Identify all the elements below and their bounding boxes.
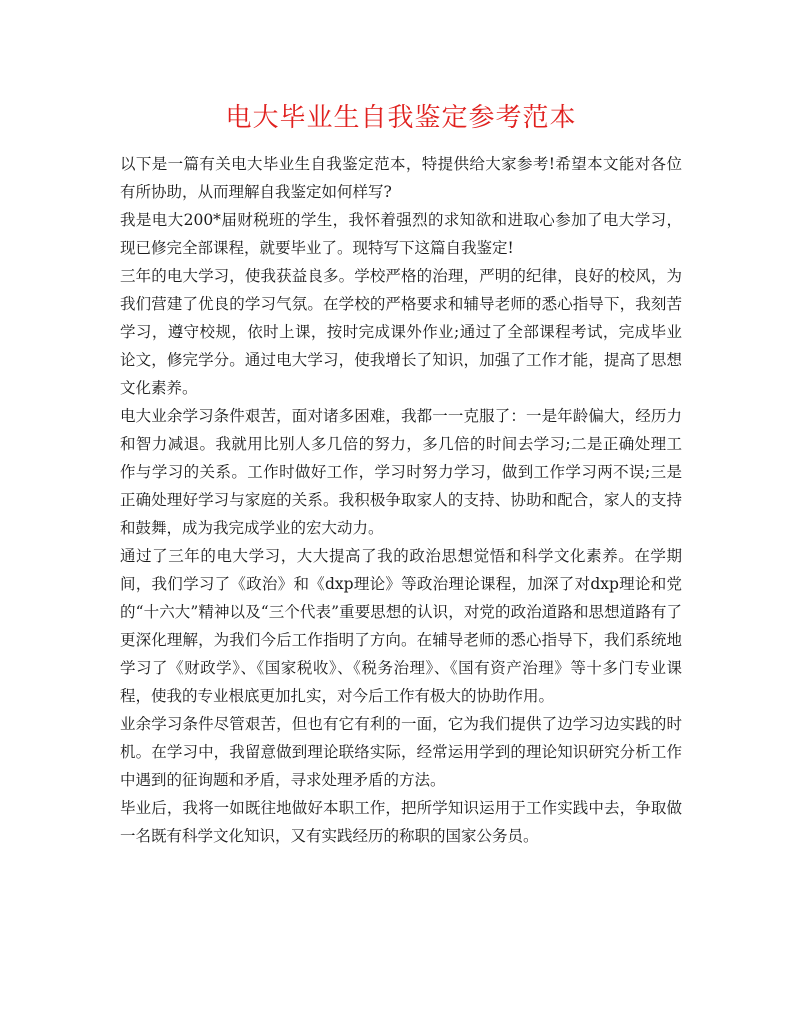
paragraph-self-introduction: 我是电大200*届财税班的学生，我怀着强烈的求知欲和进取心参加了电大学习，现已修完全部课程，就要毕业了。现特写下这篇自我鉴定!	[120, 211, 682, 257]
paragraph-future-plan: 毕业后，我将一如既往地做好本职工作，把所学知识运用于工作实践中去，争取做一名既有科学文化知识，又有实践经历的称职的国家公务员。	[120, 799, 682, 845]
paragraph-study-gains: 三年的电大学习，使我获益良多。学校严格的治理，严明的纪律，良好的校风，为我们营建了优良的学习气氛。在学校的严格要求和辅导老师的悉心指导下，我刻苦学习，遵守校规，依时上课，按时完成课外作业;通过了全部课程考试，完成毕业论文，修完学分。通过电大学习，使我增长了知识，加强了工作才能，提高了思想文化素养。	[120, 267, 682, 397]
paragraph-intro: 以下是一篇有关电大毕业生自我鉴定范本，特提供给大家参考!希望本文能对各位有所协助，从而理解自我鉴定如何样写?	[120, 155, 682, 201]
paragraph-political-and-professional-study: 通过了三年的电大学习，大大提高了我的政治思想觉悟和科学文化素养。在学期间，我们学习了《政治》和《dxp理论》等政治理论课程，加深了对dxp理论和党的“十六大”精神以及“三个代表”重要思想的认识，对党的政治道路和思想道路有了更深化理解，为我们今后工作指明了方向。在辅导老师的悉心指导下，我们系统地学习了《财政学》、《国家税收》、《税务治理》、《国有资产治理》等十多门专业课程，使我的专业根底更加扎实，对今后工作有极大的协助作用。	[120, 547, 682, 705]
paragraph-overcoming-difficulties: 电大业余学习条件艰苦，面对诸多困难，我都一一克服了：一是年龄偏大，经历力和智力减退。我就用比别人多几倍的努力，多几倍的时间去学习;二是正确处理工作与学习的关系。工作时做好工作，学习时努力学习，做到工作学习两不误;三是正确处理好学习与家庭的关系。我积极争取家人的支持、协助和配合，家人的支持和鼓舞，成为我完成学业的宏大动力。	[120, 407, 682, 537]
paragraph-theory-and-practice: 业余学习条件尽管艰苦，但也有它有利的一面，它为我们提供了边学习边实践的时机。在学习中，我留意做到理论联络实际，经常运用学到的理论知识研究分析工作中遇到的征询题和矛盾，寻求处理矛盾的方法。	[120, 715, 682, 789]
document-title: 电大毕业生自我鉴定参考范本	[225, 103, 577, 133]
document-page	[120, 98, 682, 850]
